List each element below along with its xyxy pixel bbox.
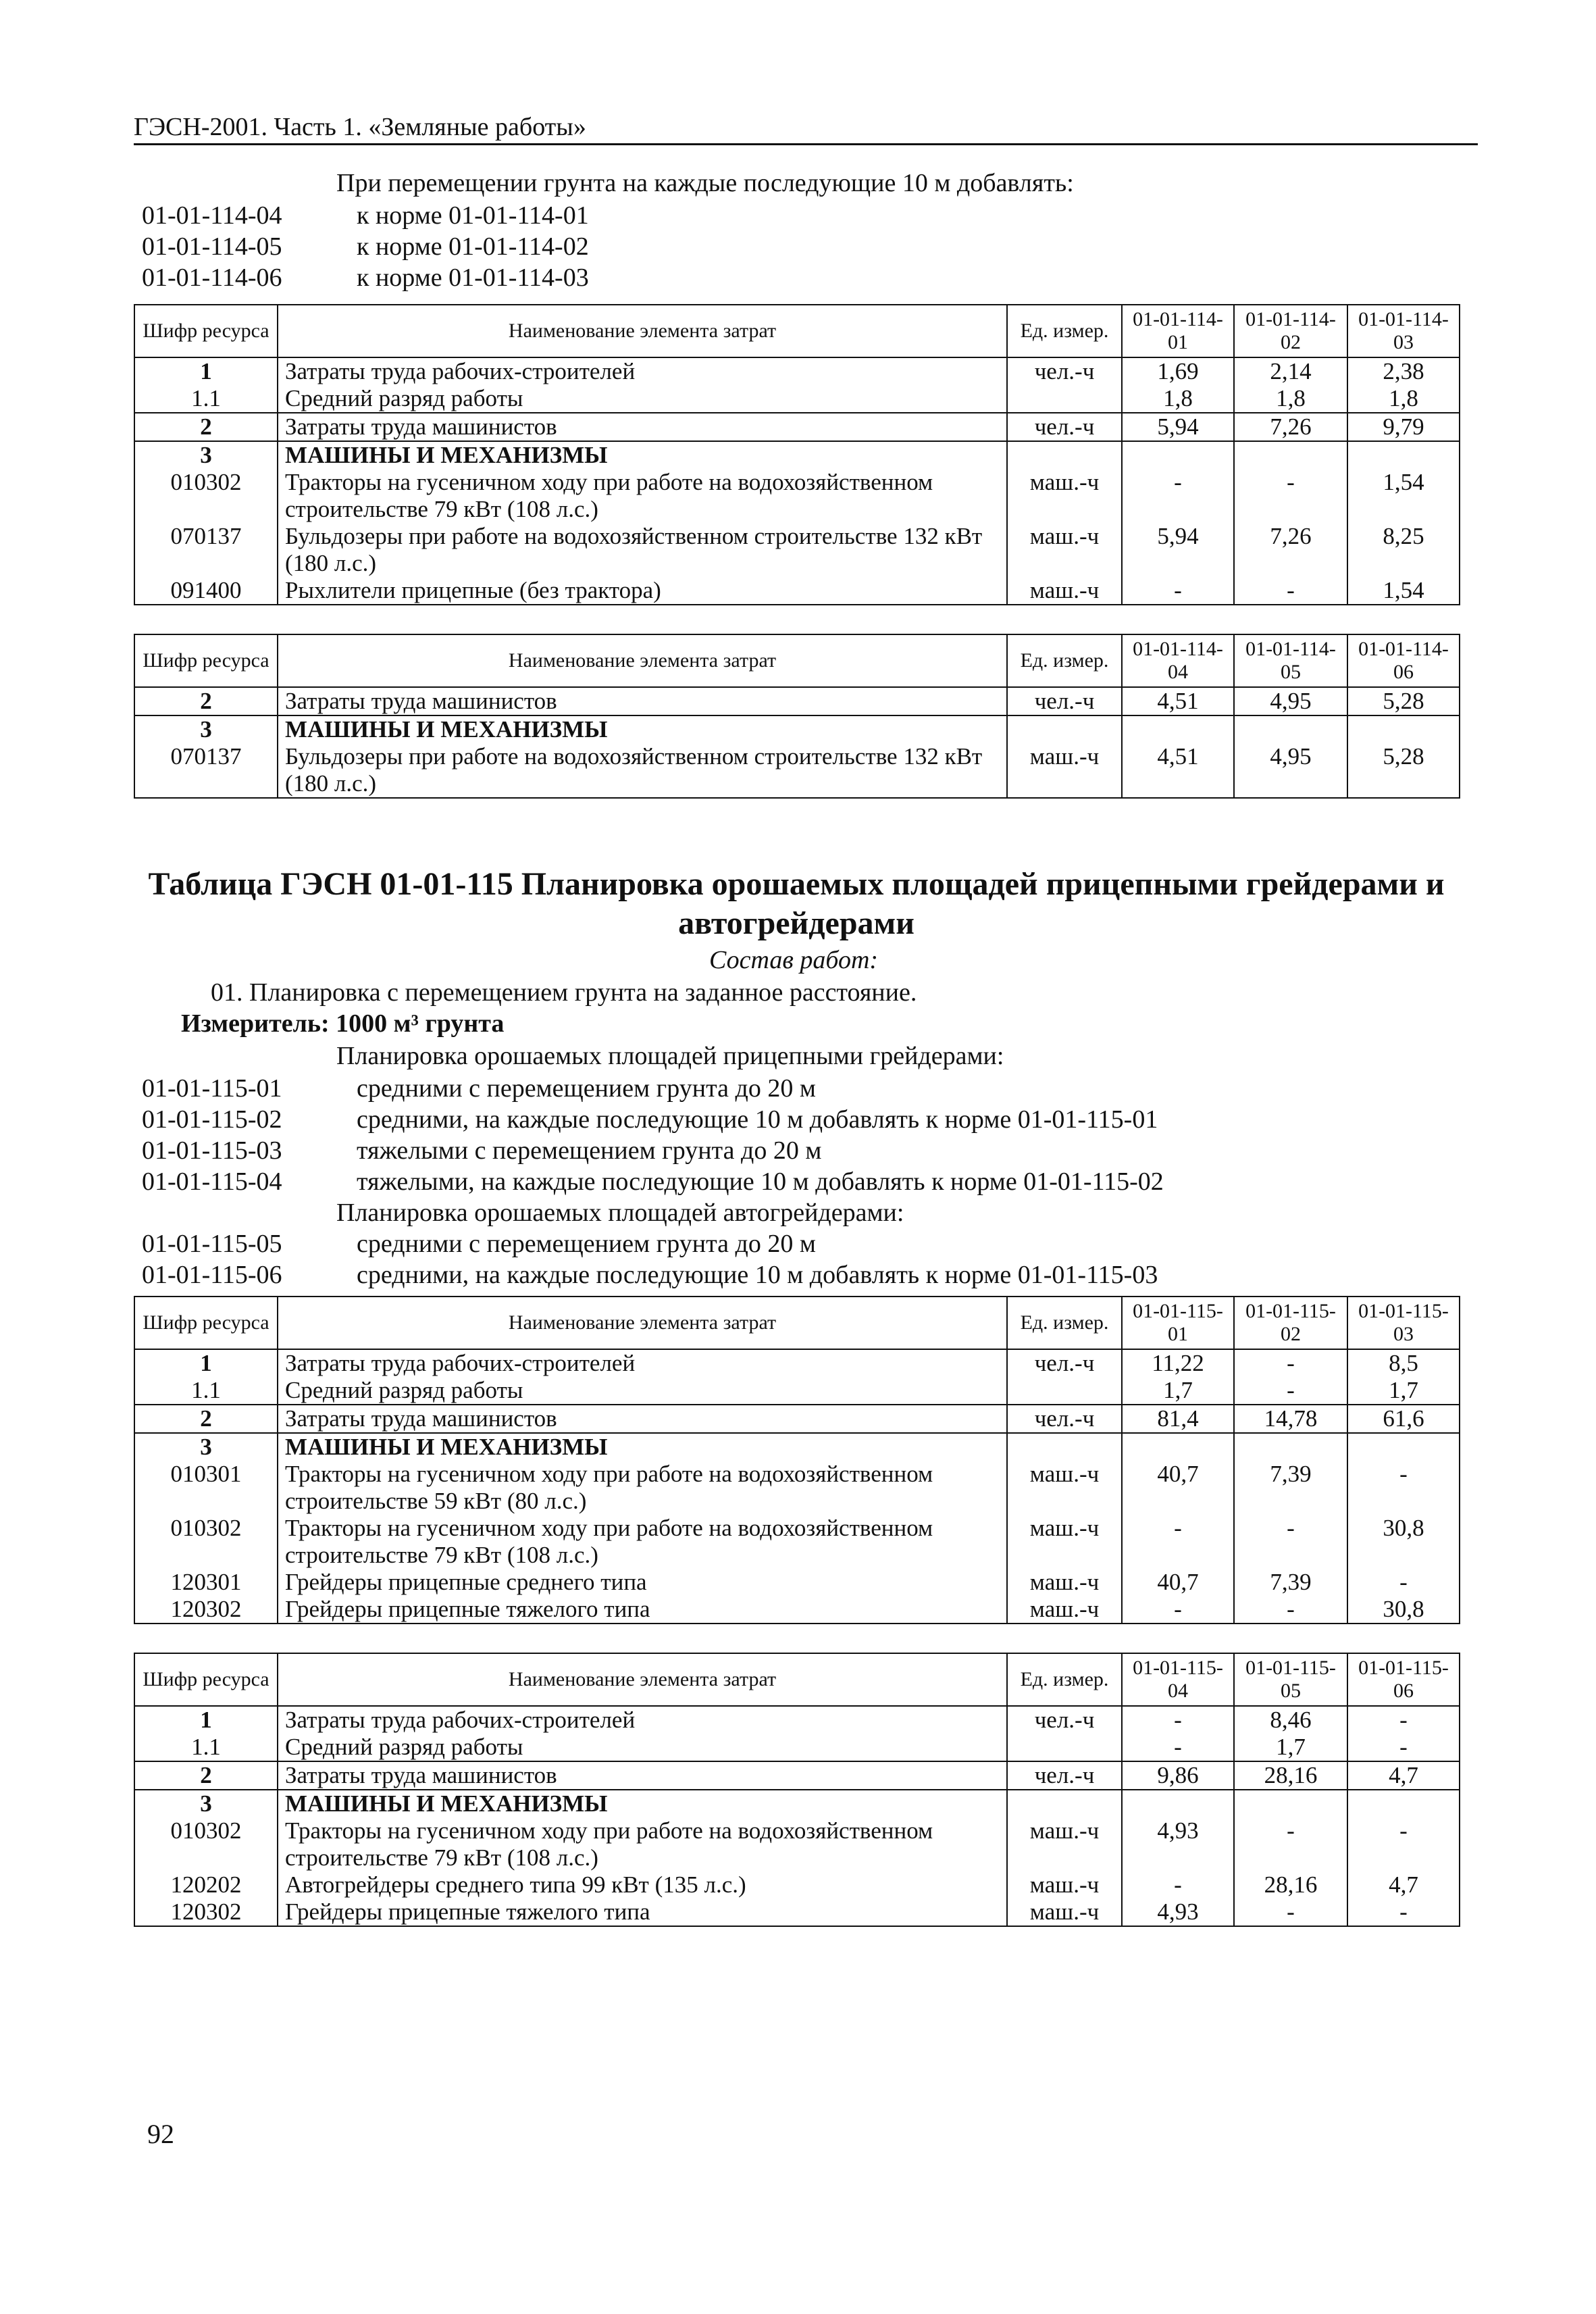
norm-text: тяжелыми с перемещением грунта до 20 м — [357, 1136, 822, 1165]
col-header-name: Наименование элемента затрат — [278, 1653, 1007, 1706]
row-value: - — [1347, 1461, 1460, 1515]
row-code: 010302 — [134, 469, 278, 523]
row-name: Средний разряд работы — [278, 1377, 1007, 1405]
row-value: - — [1347, 1569, 1460, 1596]
row-code: 1 — [134, 1349, 278, 1377]
row-code: 120302 — [134, 1898, 278, 1926]
norm-code: 01-01-115-06 — [142, 1261, 282, 1289]
norm-text: средними, на каждые последующие 10 м добавлять к норме 01-01-115-03 — [357, 1261, 1158, 1289]
row-value: 1,8 — [1347, 385, 1460, 413]
row-code: 2 — [134, 1405, 278, 1433]
row-code: 010301 — [134, 1461, 278, 1515]
row-name: Автогрейдеры среднего типа 99 кВт (135 л.с.) — [278, 1871, 1007, 1898]
row-value — [1234, 441, 1347, 469]
row-value — [1234, 715, 1347, 743]
row-name: Затраты труда рабочих-строителей — [278, 357, 1007, 385]
row-value — [1234, 1790, 1347, 1817]
col-header-code: 01-01-115-03 — [1347, 1297, 1460, 1349]
resource-table-114b — [134, 634, 1460, 799]
norm-text: тяжелыми, на каждые последующие 10 м добавлять к норме 01-01-115-02 — [357, 1167, 1164, 1196]
row-name: Тракторы на гусеничном ходу при работе на водохозяйственном строительстве 59 кВт (80 л.с.) — [278, 1461, 1007, 1515]
row-value: - — [1234, 1898, 1347, 1926]
intro-heading: При перемещении грунта на каждые последующие 10 м добавлять: — [336, 169, 1074, 197]
row-unit — [1007, 1790, 1122, 1817]
row-value: - — [1234, 1349, 1347, 1377]
row-unit — [1007, 385, 1122, 413]
intro-text: к норме 01-01-114-01 — [357, 201, 589, 230]
row-unit: чел.-ч — [1007, 357, 1122, 385]
row-code: 1.1 — [134, 385, 278, 413]
page-header: ГЭСН-2001. Часть 1. «Земляные работы» — [134, 114, 1478, 145]
row-value — [1347, 441, 1460, 469]
row-name: Бульдозеры при работе на водохозяйственном строительстве 132 кВт (180 л.с.) — [278, 523, 1007, 577]
intro-text: к норме 01-01-114-03 — [357, 263, 589, 292]
col-header-code: 01-01-114-02 — [1234, 305, 1347, 357]
norm-code: 01-01-115-05 — [142, 1230, 282, 1258]
row-value — [1122, 1433, 1234, 1461]
col-header-name: Наименование элемента затрат — [278, 1297, 1007, 1349]
row-value — [1122, 441, 1234, 469]
row-name: Затраты труда машинистов — [278, 687, 1007, 715]
row-value: 4,93 — [1122, 1817, 1234, 1871]
row-value: 9,79 — [1347, 413, 1460, 441]
intro-code: 01-01-114-06 — [142, 263, 282, 292]
row-value: 8,5 — [1347, 1349, 1460, 1377]
row-value: 8,46 — [1234, 1706, 1347, 1734]
col-header-code: 01-01-114-03 — [1347, 305, 1460, 357]
col-header-code: 01-01-114-01 — [1122, 305, 1234, 357]
row-code: 1 — [134, 357, 278, 385]
group-heading: Планировка орошаемых площадей прицепными грейдерами: — [336, 1042, 1004, 1070]
row-value: - — [1122, 1515, 1234, 1569]
row-code: 010302 — [134, 1817, 278, 1871]
row-code: 120202 — [134, 1871, 278, 1898]
norm-text: средними с перемещением грунта до 20 м — [357, 1230, 816, 1258]
row-value: - — [1122, 1734, 1234, 1761]
row-unit: маш.-ч — [1007, 469, 1122, 523]
resource-table-114a — [134, 304, 1460, 605]
row-name: Затраты труда рабочих-строителей — [278, 1706, 1007, 1734]
norm-text: средними, на каждые последующие 10 м добавлять к норме 01-01-115-01 — [357, 1105, 1158, 1134]
col-header-code: 01-01-114-04 — [1122, 634, 1234, 687]
row-value: 1,69 — [1122, 357, 1234, 385]
row-value — [1347, 1433, 1460, 1461]
col-header-shifr: Шифр ресурса — [134, 1653, 278, 1706]
row-value: 7,39 — [1234, 1461, 1347, 1515]
row-name: Тракторы на гусеничном ходу при работе на водохозяйственном строительстве 79 кВт (108 л.с.) — [278, 469, 1007, 523]
col-header-shifr: Шифр ресурса — [134, 1297, 278, 1349]
row-code: 3 — [134, 715, 278, 743]
row-unit: маш.-ч — [1007, 523, 1122, 577]
row-unit: маш.-ч — [1007, 1898, 1122, 1926]
row-value: - — [1234, 577, 1347, 605]
row-value: - — [1234, 1515, 1347, 1569]
intro-code: 01-01-114-04 — [142, 201, 282, 230]
row-value: 11,22 — [1122, 1349, 1234, 1377]
col-header-code: 01-01-115-06 — [1347, 1653, 1460, 1706]
row-name: Бульдозеры при работе на водохозяйственном строительстве 132 кВт (180 л.с.) — [278, 743, 1007, 798]
col-header-shifr: Шифр ресурса — [134, 634, 278, 687]
intro-text: к норме 01-01-114-02 — [357, 232, 589, 261]
row-value — [1347, 1790, 1460, 1817]
row-value: 4,7 — [1347, 1871, 1460, 1898]
row-code: 1.1 — [134, 1734, 278, 1761]
col-header-code: 01-01-115-02 — [1234, 1297, 1347, 1349]
row-value: 4,7 — [1347, 1761, 1460, 1790]
row-code: 120301 — [134, 1569, 278, 1596]
row-unit: маш.-ч — [1007, 1515, 1122, 1569]
row-value: 61,6 — [1347, 1405, 1460, 1433]
col-header-name: Наименование элемента затрат — [278, 305, 1007, 357]
row-value: 5,28 — [1347, 743, 1460, 798]
sostav-label: Состав работ: — [709, 946, 879, 974]
row-code: 1.1 — [134, 1377, 278, 1405]
row-unit: чел.-ч — [1007, 1761, 1122, 1790]
row-name: Грейдеры прицепные тяжелого типа — [278, 1898, 1007, 1926]
col-header-code: 01-01-114-06 — [1347, 634, 1460, 687]
row-value: - — [1234, 469, 1347, 523]
section-title: Таблица ГЭСН 01-01-115 Планировка орошаемых площадей прицепными грейдерами и автогрейдерами — [148, 866, 1445, 941]
row-value: - — [1122, 1706, 1234, 1734]
row-name: Затраты труда машинистов — [278, 1761, 1007, 1790]
row-unit: чел.-ч — [1007, 687, 1122, 715]
row-code: 2 — [134, 1761, 278, 1790]
intro-code: 01-01-114-05 — [142, 232, 282, 261]
row-name: Затраты труда машинистов — [278, 413, 1007, 441]
row-name: Тракторы на гусеничном ходу при работе на водохозяйственном строительстве 79 кВт (108 л.с.) — [278, 1817, 1007, 1871]
row-unit: маш.-ч — [1007, 1461, 1122, 1515]
row-name: МАШИНЫ И МЕХАНИЗМЫ — [278, 715, 1007, 743]
row-value: - — [1347, 1817, 1460, 1871]
row-value: 1,7 — [1122, 1377, 1234, 1405]
col-header-name: Наименование элемента затрат — [278, 634, 1007, 687]
row-value — [1347, 715, 1460, 743]
row-value: - — [1122, 469, 1234, 523]
row-code: 010302 — [134, 1515, 278, 1569]
row-value: 81,4 — [1122, 1405, 1234, 1433]
row-value: 30,8 — [1347, 1515, 1460, 1569]
row-code: 3 — [134, 1433, 278, 1461]
norm-text: средними с перемещением грунта до 20 м — [357, 1074, 816, 1103]
row-code: 1 — [134, 1706, 278, 1734]
row-value: 40,7 — [1122, 1461, 1234, 1515]
row-unit: маш.-ч — [1007, 577, 1122, 605]
row-unit: маш.-ч — [1007, 1817, 1122, 1871]
col-header-unit: Ед. измер. — [1007, 1297, 1122, 1349]
row-code: 120302 — [134, 1596, 278, 1624]
row-value: - — [1234, 1596, 1347, 1624]
col-header-unit: Ед. измер. — [1007, 1653, 1122, 1706]
row-value: - — [1122, 1871, 1234, 1898]
row-code: 2 — [134, 413, 278, 441]
row-unit — [1007, 1377, 1122, 1405]
col-header-shifr: Шифр ресурса — [134, 305, 278, 357]
row-value — [1122, 1790, 1234, 1817]
row-value: 30,8 — [1347, 1596, 1460, 1624]
col-header-code: 01-01-115-05 — [1234, 1653, 1347, 1706]
row-unit: маш.-ч — [1007, 743, 1122, 798]
row-name: Затраты труда рабочих-строителей — [278, 1349, 1007, 1377]
row-value: 4,95 — [1234, 743, 1347, 798]
row-value: 1,8 — [1234, 385, 1347, 413]
row-unit: маш.-ч — [1007, 1596, 1122, 1624]
row-value: 4,51 — [1122, 743, 1234, 798]
row-value: 2,38 — [1347, 357, 1460, 385]
row-value: 5,28 — [1347, 687, 1460, 715]
row-value: 14,78 — [1234, 1405, 1347, 1433]
group-heading: Планировка орошаемых площадей автогрейдерами: — [336, 1199, 904, 1227]
row-value: 1,7 — [1234, 1734, 1347, 1761]
row-value: 40,7 — [1122, 1569, 1234, 1596]
row-unit — [1007, 715, 1122, 743]
row-value: 4,95 — [1234, 687, 1347, 715]
row-name: МАШИНЫ И МЕХАНИЗМЫ — [278, 1433, 1007, 1461]
row-value: 4,51 — [1122, 687, 1234, 715]
row-name: Средний разряд работы — [278, 385, 1007, 413]
row-value: 4,93 — [1122, 1898, 1234, 1926]
row-unit: маш.-ч — [1007, 1871, 1122, 1898]
row-value — [1122, 715, 1234, 743]
row-value: 7,26 — [1234, 413, 1347, 441]
row-value: - — [1122, 1596, 1234, 1624]
row-unit: маш.-ч — [1007, 1569, 1122, 1596]
row-unit: чел.-ч — [1007, 1405, 1122, 1433]
row-value: 7,26 — [1234, 523, 1347, 577]
work-description: 01. Планировка с перемещением грунта на заданное расстояние. — [211, 978, 917, 1007]
row-name: МАШИНЫ И МЕХАНИЗМЫ — [278, 441, 1007, 469]
row-name: Тракторы на гусеничном ходу при работе на водохозяйственном строительстве 79 кВт (108 л.с.) — [278, 1515, 1007, 1569]
row-name: Затраты труда машинистов — [278, 1405, 1007, 1433]
row-code: 091400 — [134, 577, 278, 605]
row-unit — [1007, 1433, 1122, 1461]
row-value: - — [1234, 1377, 1347, 1405]
row-value: - — [1122, 577, 1234, 605]
row-value: 28,16 — [1234, 1761, 1347, 1790]
row-unit: чел.-ч — [1007, 1349, 1122, 1377]
col-header-code: 01-01-115-01 — [1122, 1297, 1234, 1349]
row-value: 2,14 — [1234, 357, 1347, 385]
row-value: 1,7 — [1347, 1377, 1460, 1405]
row-value: 1,8 — [1122, 385, 1234, 413]
row-value — [1234, 1433, 1347, 1461]
col-header-unit: Ед. измер. — [1007, 634, 1122, 687]
col-header-unit: Ед. измер. — [1007, 305, 1122, 357]
row-unit: чел.-ч — [1007, 1706, 1122, 1734]
col-header-code: 01-01-114-05 — [1234, 634, 1347, 687]
row-value: 8,25 — [1347, 523, 1460, 577]
row-value: 9,86 — [1122, 1761, 1234, 1790]
row-value: 1,54 — [1347, 469, 1460, 523]
measurement-unit: Измеритель: 1000 м³ грунта — [181, 1009, 505, 1038]
row-value: 7,39 — [1234, 1569, 1347, 1596]
row-code: 070137 — [134, 743, 278, 798]
resource-table-115a — [134, 1296, 1460, 1624]
row-code: 2 — [134, 687, 278, 715]
resource-table-115b — [134, 1653, 1460, 1927]
row-value: - — [1234, 1817, 1347, 1871]
row-name: Грейдеры прицепные среднего типа — [278, 1569, 1007, 1596]
row-name: Средний разряд работы — [278, 1734, 1007, 1761]
row-value: 5,94 — [1122, 413, 1234, 441]
norm-code: 01-01-115-04 — [142, 1167, 282, 1196]
row-unit — [1007, 441, 1122, 469]
norm-code: 01-01-115-03 — [142, 1136, 282, 1165]
row-name: Рыхлители прицепные (без трактора) — [278, 577, 1007, 605]
row-unit — [1007, 1734, 1122, 1761]
norm-code: 01-01-115-01 — [142, 1074, 282, 1103]
row-code: 3 — [134, 441, 278, 469]
row-value: - — [1347, 1898, 1460, 1926]
row-value: 5,94 — [1122, 523, 1234, 577]
col-header-code: 01-01-115-04 — [1122, 1653, 1234, 1706]
row-value: 28,16 — [1234, 1871, 1347, 1898]
row-name: Грейдеры прицепные тяжелого типа — [278, 1596, 1007, 1624]
row-value: - — [1347, 1734, 1460, 1761]
norm-code: 01-01-115-02 — [142, 1105, 282, 1134]
row-unit: чел.-ч — [1007, 413, 1122, 441]
row-value: - — [1347, 1706, 1460, 1734]
row-value: 1,54 — [1347, 577, 1460, 605]
row-code: 3 — [134, 1790, 278, 1817]
row-code: 070137 — [134, 523, 278, 577]
page-number: 92 — [147, 2119, 174, 2149]
row-name: МАШИНЫ И МЕХАНИЗМЫ — [278, 1790, 1007, 1817]
